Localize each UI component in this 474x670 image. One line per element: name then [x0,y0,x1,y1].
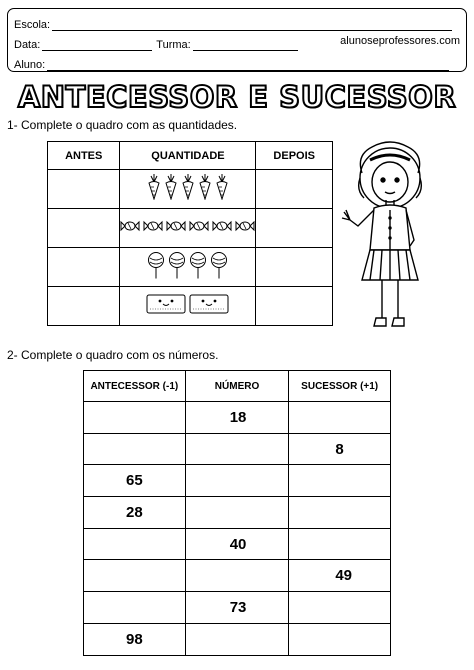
carrot-icon [215,174,229,205]
header-antecessor: ANTECESSOR (-1) [84,371,186,402]
header-quantidade: QUANTIDADE [120,142,256,170]
numbers-table [83,370,391,656]
turma-label: Turma: [156,39,191,51]
lollipop-icon [189,251,207,284]
header-depois: DEPOIS [256,142,333,170]
antecessor-cell: 98 [84,623,186,655]
sucessor-cell[interactable] [289,402,391,434]
header-antes: ANTES [48,142,120,170]
sucessor-cell[interactable] [289,497,391,529]
numero-cell[interactable] [185,623,289,655]
table-row [84,497,391,529]
antes-cell[interactable] [48,209,120,248]
page-title: ANTECESSOR E SUCESSOR [17,80,457,114]
header-numero: NÚMERO [185,371,289,402]
quantity-cell [120,209,256,248]
antes-cell[interactable] [48,248,120,287]
candy-icon [166,219,186,238]
sucessor-cell[interactable] [289,528,391,560]
numero-cell[interactable] [185,497,289,529]
aluno-row [14,53,460,71]
antecessor-cell[interactable] [84,560,186,592]
antecessor-cell[interactable] [84,592,186,624]
antecessor-cell: 28 [84,497,186,529]
candy-icon [212,219,232,238]
table-row [84,592,391,624]
site-label: alunoseprofessores.com [340,35,460,47]
antecessor-cell[interactable] [84,528,186,560]
eraser-icon [146,294,186,319]
escola-label: Escola: [14,19,51,31]
antes-cell[interactable] [48,287,120,326]
quantity-cell [120,287,256,326]
eraser-icon [189,294,229,319]
aluno-label: Aluno: [14,59,46,71]
numero-cell: 40 [185,528,289,560]
table-row [48,209,333,248]
lollipop-icon [210,251,228,284]
candy-icon [189,219,209,238]
data-label: Data: [14,39,41,51]
table-row [84,623,391,655]
girl-illustration [340,138,438,338]
antecessor-cell[interactable] [84,433,186,465]
table-row [48,170,333,209]
carrot-icon [198,174,212,205]
depois-cell[interactable] [256,248,333,287]
antecessor-cell: 65 [84,465,186,497]
numero-cell: 73 [185,592,289,624]
numero-cell[interactable] [185,433,289,465]
sucessor-cell: 49 [289,560,391,592]
depois-cell[interactable] [256,287,333,326]
sucessor-cell[interactable] [289,465,391,497]
depois-cell[interactable] [256,209,333,248]
header-box [7,8,467,72]
data-field[interactable] [42,39,152,51]
lollipop-icon [168,251,186,284]
exercise1-instruction: 1- Complete o quadro com as quantidades. [7,118,238,132]
numero-cell[interactable] [185,465,289,497]
header-sucessor: SUCESSOR (+1) [289,371,391,402]
turma-field[interactable] [193,39,298,51]
carrot-icon [181,174,195,205]
antes-cell[interactable] [48,170,120,209]
escola-field[interactable] [52,19,452,31]
carrot-icon [147,174,161,205]
table-row [48,248,333,287]
table-row [84,528,391,560]
sucessor-cell: 8 [289,433,391,465]
quantities-table [47,141,333,326]
quantity-cell [120,248,256,287]
table-row [84,560,391,592]
candy-icon [120,219,140,238]
sucessor-cell[interactable] [289,623,391,655]
lollipop-icon [147,251,165,284]
table-row [84,433,391,465]
numero-cell[interactable] [185,560,289,592]
quantity-cell [120,170,256,209]
depois-cell[interactable] [256,170,333,209]
candy-icon [143,219,163,238]
table-row [48,287,333,326]
table-row [84,465,391,497]
carrot-icon [164,174,178,205]
escola-row [14,13,460,31]
numero-cell: 18 [185,402,289,434]
table-row [84,402,391,434]
exercise2-instruction: 2- Complete o quadro com os números. [7,348,219,362]
candy-icon [235,219,255,238]
antecessor-cell[interactable] [84,402,186,434]
sucessor-cell[interactable] [289,592,391,624]
aluno-field[interactable] [47,59,449,71]
